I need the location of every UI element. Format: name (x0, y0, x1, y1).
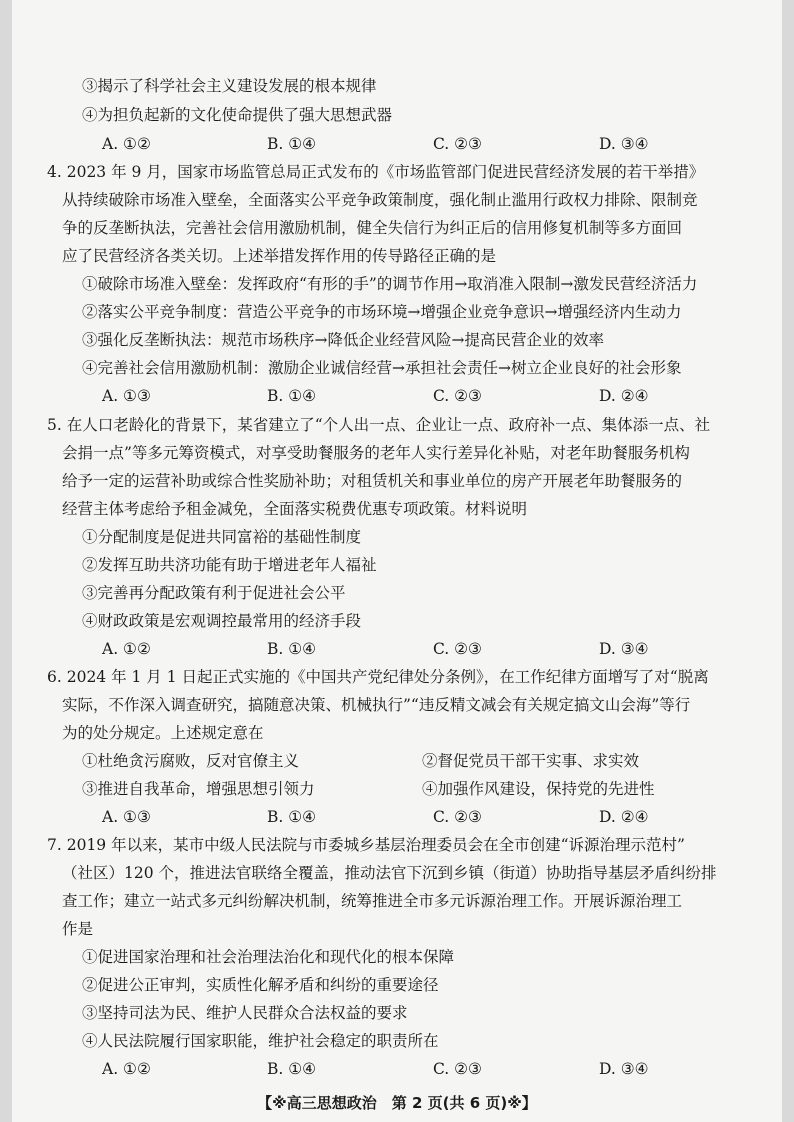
q6-option-a: A. ①③ (102, 808, 151, 826)
q6-statement-4: ④加强作风建设，保持党的先进性 (422, 780, 655, 798)
q7-option-d: D. ③④ (599, 1060, 649, 1078)
q5-stem-line-2: 会捐一点”等多元筹资模式，对享受助餐服务的老年人实行差异化补贴，对老年助餐服务机构 (62, 444, 690, 462)
q3-statement-4: ④为担负起新的文化使命提供了强大思想武器 (82, 106, 393, 124)
q4-stem-line-2: 从持续破除市场准入壁垒，全面落实公平竞争政策制度，强化制止滥用行政权力排除、限制竞 (62, 191, 698, 209)
q4-statement-2: ②落实公平竞争制度：营造公平竞争的市场环境→增强企业竞争意识→增强经济内生动力 (82, 303, 682, 321)
q5-stem-line-1: 5. 在人口老龄化的背景下，某省建立了“个人出一点、企业让一点、政府补一点、集体添一点、社 (47, 416, 711, 434)
q4-option-d: D. ②④ (599, 387, 649, 405)
q6-stem-line-1: 6. 2024 年 1 月 1 日起正式实施的《中国共产党纪律处分条例》，在工作纪律方面增写了对“脱离 (47, 668, 709, 686)
q5-option-c: C. ②③ (433, 640, 482, 658)
page-footer: 【※高三思想政治 第 2 页(共 6 页)※】 (257, 1094, 537, 1112)
q6-option-c: C. ②③ (433, 808, 482, 826)
q5-statement-2: ②发挥互助共济功能有助于增进老年人福祉 (82, 556, 377, 574)
q3-statement-3: ③揭示了科学社会主义建设发展的根本规律 (82, 77, 377, 95)
q5-stem-line-3: 给予一定的运营补助或综合性奖励补助；对租赁机关和事业单位的房产开展老年助餐服务的 (62, 472, 683, 490)
q7-stem-line-4: 作是 (62, 920, 94, 938)
q4-stem-line-4: 应了民营经济各类关切。上述举措发挥作用的传导路径正确的是 (62, 247, 497, 265)
q3-option-c: C. ②③ (433, 135, 482, 153)
q5-stem-line-4: 经营主体考虑给予租金减免，全面落实税费优惠专项政策。材料说明 (62, 500, 528, 518)
q5-option-b: B. ①④ (267, 640, 317, 658)
q6-stem-line-3: 为的处分规定。上述规定意在 (62, 724, 264, 742)
q4-option-c: C. ②③ (433, 387, 482, 405)
q6-statement-2: ②督促党员干部干实事、求实效 (422, 752, 640, 770)
q7-stem-line-2: （社区）120 个，推进法官联络全覆盖，推动法官下沉到乡镇（街道）协助指导基层矛盾纠纷排 (62, 864, 717, 882)
q4-stem-line-3: 争的反垄断执法，完善社会信用激励机制，健全失信行为纠正后的信用修复机制等多方面回 (62, 219, 683, 237)
q7-statement-1: ①促进国家治理和社会治理法治化和现代化的根本保障 (82, 948, 455, 966)
q7-option-a: A. ①② (102, 1060, 151, 1078)
q5-option-a: A. ①② (102, 640, 151, 658)
q5-option-d: D. ③④ (599, 640, 649, 658)
q6-option-d: D. ②④ (599, 808, 649, 826)
q6-statement-1: ①杜绝贪污腐败，反对官僚主义 (82, 752, 300, 770)
q6-statement-3: ③推进自我革命，增强思想引领力 (82, 780, 315, 798)
q4-option-a: A. ①③ (102, 387, 151, 405)
q7-statement-2: ②促进公正审判，实质性化解矛盾和纠纷的重要途径 (82, 976, 439, 994)
q7-option-b: B. ①④ (267, 1060, 317, 1078)
q3-option-d: D. ③④ (599, 135, 649, 153)
q7-stem-line-3: 查工作；建立一站式多元纠纷解决机制，统筹推进全市多元诉源治理工作。开展诉源治理工 (62, 892, 683, 910)
q4-option-b: B. ①④ (267, 387, 317, 405)
q7-statement-3: ③坚持司法为民、维护人民群众合法权益的要求 (82, 1004, 408, 1022)
q3-option-a: A. ①② (102, 135, 151, 153)
q3-option-b: B. ①④ (267, 135, 317, 153)
q4-stem-line-1: 4. 2023 年 9 月，国家市场监管总局正式发布的《市场监管部门促进民营经济发展的若干举措》 (47, 163, 705, 181)
q5-statement-4: ④财政政策是宏观调控最常用的经济手段 (82, 612, 362, 630)
q7-option-c: C. ②③ (433, 1060, 482, 1078)
q5-statement-1: ①分配制度是促进共同富裕的基础性制度 (82, 528, 362, 546)
q4-statement-1: ①破除市场准入壁垒：发挥政府“有形的手”的调节作用→取消准入限制→激发民营经济活力 (82, 275, 698, 293)
q4-statement-3: ③强化反垄断执法：规范市场秩序→降低企业经营风险→提高民营企业的效率 (82, 331, 604, 349)
q7-stem-line-1: 7. 2019 年以来，某市中级人民法院与市委城乡基层治理委员会在全市创建“诉源治理示范村” (47, 836, 685, 854)
q6-stem-line-2: 实际，不作深入调查研究，搞随意决策、机械执行”“违反精文减会有关规定搞文山会海”等行 (62, 696, 691, 714)
q5-statement-3: ③完善再分配政策有利于促进社会公平 (82, 584, 346, 602)
q6-option-b: B. ①④ (267, 808, 317, 826)
q7-statement-4: ④人民法院履行国家职能，维护社会稳定的职责所在 (82, 1032, 439, 1050)
q4-statement-4: ④完善社会信用激励机制：激励企业诚信经营→承担社会责任→树立企业良好的社会形象 (82, 359, 682, 377)
exam-page (12, 0, 782, 1122)
